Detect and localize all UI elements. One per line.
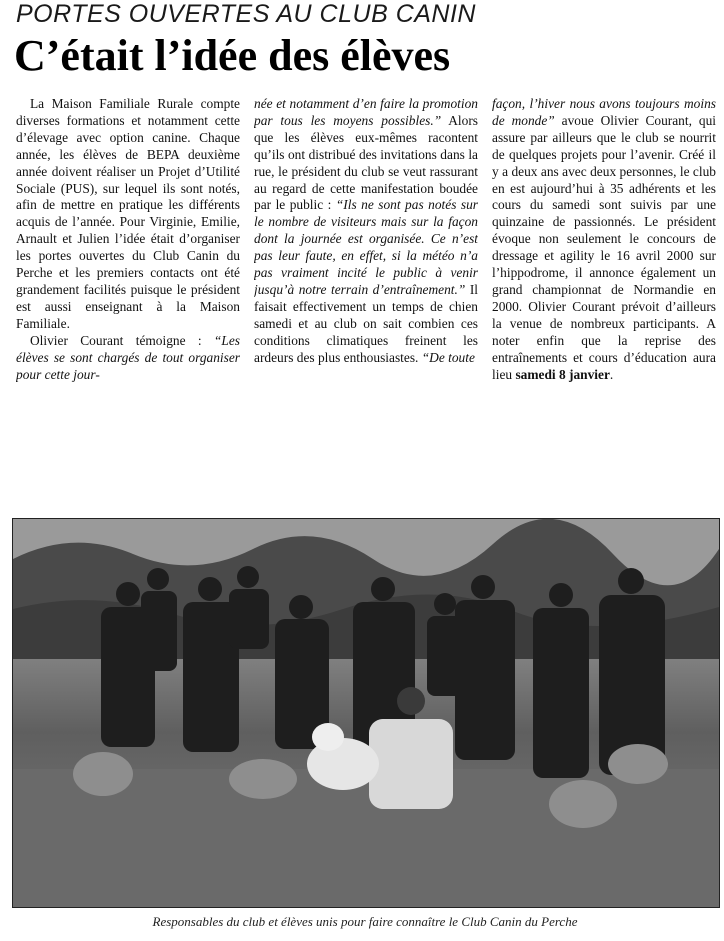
quote: “De toute [421, 349, 475, 365]
column-3 [492, 96, 716, 508]
paragraph: La Maison Familiale Rurale compte diverses formations et notamment cette d’élevage avec option canine. Chaque année, les élèves de BEPA deuxième année doivent réaliser un Projet d’Utilité Sociale (PUS), sur lequel ils sont notés, afin de mettre en pratique les différents acquis de l’année. Pour Virginie, Emilie, Arnault et Julien l’idée était d’organiser les portes ouvertes du Club Canin du Perche et les premiers contacts ont été grandement facilités puisque le président est aussi enseignant à la Maison Familiale. [16, 96, 240, 331]
paragraph [254, 96, 478, 367]
column-2 [254, 96, 478, 508]
photo-illustration [13, 519, 719, 907]
date-emphasis: samedi 8 janvier [515, 366, 610, 382]
photo-caption: Responsables du club et élèves unis pour faire connaître le Club Canin du Perche [152, 914, 578, 929]
article-headline: C’était l’idée des élèves [14, 31, 451, 80]
text: Alors que les élèves eux-mêmes racontent qu’ils ont distribué des invitations dans la rue, le président du club se veut rassurant au regard de cette manifestation boudée par le public : [254, 112, 478, 213]
text: Olivier Courant témoigne : [30, 332, 202, 348]
paragraph [16, 333, 240, 384]
text: . [609, 366, 614, 382]
text: avoue Olivier Courant, qui assure par ailleurs que le club se nourrit de quelques projets pour l’avenir. Créé il y a deux ans avec deux personnes, le club en est aujourd’hui à 35 adhérents et les cours du samedi sont suivis par une quinzaine de passionnés. Le président évoque non seulement le concours de dressage et agility le 16 avril 2000 sur l’hippodrome, il annonce également un grand championnat de Normandie en 2000. Olivier Courant prévoit d’ailleurs la venue de nombreux participants. A noter enfin que la reprise des entraînements et cours d’éducation aura lieu [492, 112, 716, 382]
group-photo [12, 518, 720, 908]
quote: née et notamment d’en faire la promotion par tous les moyens possibles.” [254, 96, 478, 128]
quote: “Ils ne sont pas notés sur le nombre de visiteurs mais sur la façon dont la journée est organisée. Ce n’est pas leur faute, en effet, si la météo n’a pas vraiment incité le public à venir jusqu’à notre terrain d’entraînement.” [254, 197, 478, 297]
quote: “Les élèves se sont chargés de tout organiser pour cette jour- [16, 332, 240, 382]
quote: façon, l’hiver nous avons toujours moins de monde” [492, 96, 716, 128]
column-1 [16, 96, 240, 508]
text: Il faisait effectivement un temps de chien samedi et au club on sait combien ces conditions climatiques freinent les ardeurs des plus enthousiastes. [254, 281, 478, 365]
paragraph [492, 96, 716, 383]
article-body [16, 96, 716, 508]
article-kicker: PORTES OUVERTES AU CLUB CANIN [16, 0, 476, 28]
